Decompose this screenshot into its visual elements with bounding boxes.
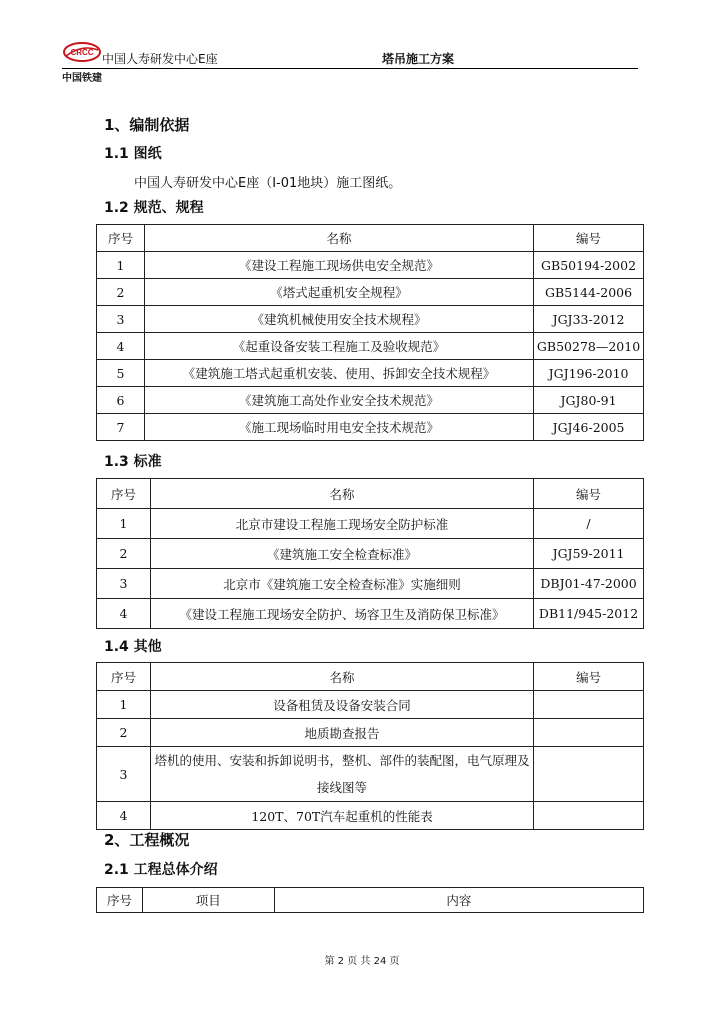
col-item: 项目 (142, 888, 274, 913)
table-row: 2 《塔式起重机安全规程》 GB5144-2006 (97, 279, 644, 306)
table-row: 2 《建筑施工安全检查标准》 JGJ59-2011 (97, 539, 644, 569)
table-row: 1 《建设工程施工现场供电安全规范》 GB50194-2002 (97, 252, 644, 279)
col-name: 名称 (150, 479, 533, 509)
table-row: 7 《施工现场临时用电安全技术规范》 JGJ46-2005 (97, 414, 644, 441)
col-code: 编号 (534, 663, 644, 691)
section-1-4-heading: 1.4 其他 (104, 639, 162, 655)
section-1-2-heading: 1.2 规范、规程 (104, 200, 204, 216)
logo-caption: 中国铁建 (62, 73, 102, 84)
col-seq: 序号 (97, 663, 151, 691)
table-header-row (97, 479, 644, 509)
table-header-row (97, 888, 644, 913)
table-row: 3 北京市《建筑施工安全检查标准》实施细则 DBJ01-47-2000 (97, 569, 644, 599)
table-row: 2 地质勘查报告 (97, 719, 644, 747)
table-header-row (97, 663, 644, 691)
table-row: 6 《建筑施工高处作业安全技术规范》 JGJ80-91 (97, 387, 644, 414)
table-row: 3 塔机的使用、安装和拆卸说明书，整机、部件的装配图，电气原理及接线图等 (97, 747, 644, 802)
overview-table (96, 887, 644, 913)
page-header (62, 44, 638, 69)
drawings-text: 中国人寿研发中心E座（I-01地块）施工图纸。 (134, 176, 402, 191)
col-seq: 序号 (97, 888, 143, 913)
table-row: 1 北京市建设工程施工现场安全防护标准 / (97, 509, 644, 539)
section-1-heading: 1、编制依据 (104, 116, 190, 134)
col-code: 编号 (534, 225, 644, 252)
col-content: 内容 (274, 888, 643, 913)
col-seq: 序号 (97, 225, 145, 252)
table-row: 5 《建筑施工塔式起重机安装、使用、拆卸安全技术规程》 JGJ196-2010 (97, 360, 644, 387)
table-row: 1 设备租赁及设备安装合同 (97, 691, 644, 719)
section-2-1-heading: 2.1 工程总体介绍 (104, 862, 218, 878)
col-seq: 序号 (97, 479, 151, 509)
section-1-3-heading: 1.3 标准 (104, 454, 162, 470)
header-project-title: 中国人寿研发中心E座 (102, 52, 218, 66)
col-name: 名称 (144, 225, 533, 252)
page-number: 第 2 页 共 24 页 (324, 956, 400, 967)
table-row: 4 120T、70T汽车起重机的性能表 (97, 802, 644, 830)
section-2-heading: 2、工程概况 (104, 831, 190, 849)
col-name: 名称 (150, 663, 533, 691)
logo-wordmark: CRCC (70, 48, 94, 57)
standards-specs-table (96, 224, 644, 441)
other-docs-table (96, 662, 644, 830)
table-row: 3 《建筑机械使用安全技术规程》 JGJ33-2012 (97, 306, 644, 333)
table-row: 4 《起重设备安装工程施工及验收规范》 GB50278—2010 (97, 333, 644, 360)
table-header-row (97, 225, 644, 252)
section-1-1-heading: 1.1 图纸 (104, 146, 162, 162)
standards-table (96, 478, 644, 629)
table-row: 4 《建设工程施工现场安全防护、场容卫生及消防保卫标准》 DB11/945-2012 (97, 599, 644, 629)
header-doc-title: 塔吊施工方案 (382, 52, 455, 66)
col-code: 编号 (534, 479, 644, 509)
